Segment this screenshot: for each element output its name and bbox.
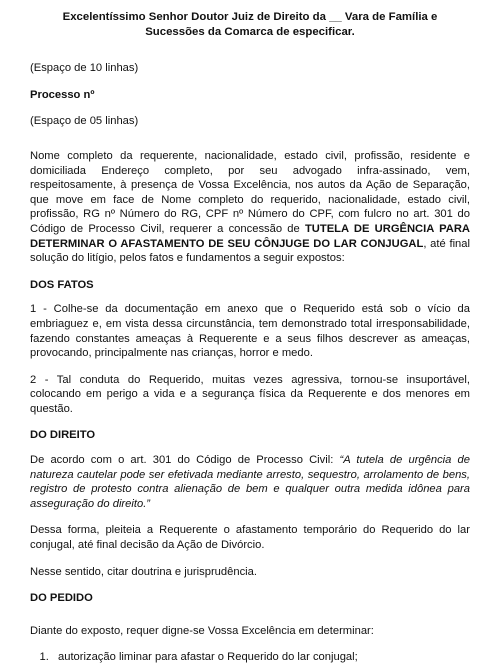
intro-paragraph	[30, 149, 470, 266]
law-paragraph-2: Dessa forma, pleiteia a Requerente o afastamento temporário do Requerido do lar conjugal, até final decisão da Ação de Divórcio.	[30, 524, 470, 552]
law-quote-paragraph	[30, 453, 470, 511]
request-item-1: 1. autorização liminar para afastar o Requerido do lar conjugal;	[52, 650, 470, 665]
law-heading: DO DIREITO	[30, 429, 96, 442]
law-paragraph-3: Nesse sentido, citar doutrina e jurisprudência.	[30, 565, 257, 578]
spacer-note-10-lines: (Espaço de 10 linhas)	[30, 62, 139, 75]
request-heading: DO PEDIDO	[30, 592, 93, 605]
process-number-label: Processo nº	[30, 88, 95, 101]
fact-item-2: 2 - Tal conduta do Requerido, muitas vezes agressiva, tornou-se insuportável, colocando em perigo a vida e a segurança física da Requerente e dos menores em questão.	[30, 373, 470, 415]
law-quote-text: “A tutela de urgência de natureza cautelar pode ser efetivada mediante arresto, sequestro, arrolamento de bens, registro de protesto contra alienação de bem e qualquer outra medida idônea para asseguração do direito.”	[30, 454, 470, 510]
spacer-note-5-lines: (Espaço de 05 linhas)	[30, 115, 139, 128]
facts-heading: DOS FATOS	[30, 278, 94, 291]
intro-text-end: , até final solução do litígio, pelos fatos e fundamentos a seguir expostos:	[30, 237, 470, 265]
intro-text-start: Nome completo da requerente, nacionalidade, estado civil, profissão, residente e domiciliada Endereço completo, por seu advogado infra-assinado, vem, respeitosamente, à presença de Vossa Excelência, nos autos da Ação de Separação, que move em face de Nome completo do requerido, nacionalidade, estado civil, profissão, RG nº Número do RG, CPF nº Número do CPF, com fulcro no art. 301 do Código de Processo Civil, requerer a concessão de	[30, 149, 470, 235]
document-title: Excelentíssimo Senhor Doutor Juiz de Direito da __ Vara de Família e Sucessões da Comarca de especificar.	[62, 11, 438, 38]
request-list	[30, 650, 470, 665]
intro-bold-request: TUTELA DE URGÊNCIA PARA DETERMINAR O AFASTAMENTO DE SEU CÔNJUGE DO LAR CONJUGAL	[30, 222, 470, 250]
request-lead: Diante do exposto, requer digne-se Vossa Excelência em determinar:	[30, 624, 374, 637]
fact-item-1: 1 - Colhe-se da documentação em anexo que o Requerido está sob o vício da embriaguez e, em vista dessa circunstância, tem demonstrado total irresponsabilidade, fazendo constantes ameaças à Requerente e a seus filhos descrever as ameaças, provocando, principalmente nas crianças, horror e medo.	[30, 303, 470, 360]
law-quote-lead: De acordo com o art. 301 do Código de Processo Civil:	[30, 454, 340, 467]
